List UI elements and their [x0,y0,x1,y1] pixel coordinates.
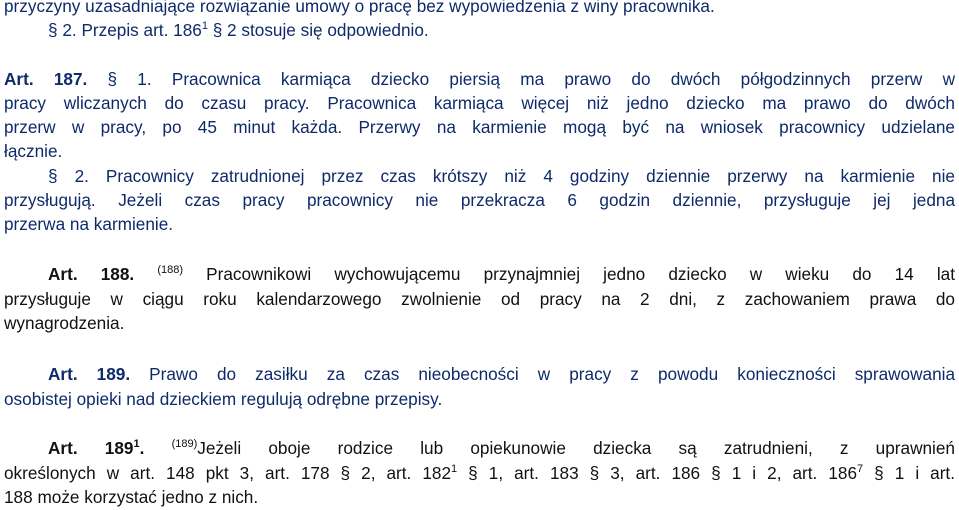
article-label: Art. 189 [48,438,134,458]
text-line: wynagrodzenia. [4,313,125,333]
article-label: Art. 189. [48,364,131,384]
article-188-heading-line: Art. 188. $^{(188)}$ Pracownikowi wychowującemu przynajmniej jedno dziecko w wieku do 14 lat [48,264,956,284]
footnote-ref: (188) [157,264,184,276]
footnote-ref: (189) [171,438,198,450]
article-189-heading-line: Art. 189. Prawo do zasiłku za czas nieobecności w pracy z powodu konieczności sprawowania [48,364,956,384]
text-line: przerwa na karmienie. [4,214,174,234]
article-label: Art. 188. [48,264,135,284]
text-line: łącznie. [4,141,63,161]
text-line: przysługują. Jeżeli czas pracy pracownicy nie przekracza 6 godzin dziennie, przysługuje jej jedna [4,190,955,210]
text-line: przysługuje w ciągu roku kalendarzowego zwolnienie od pracy na 2 dni, z zachowaniem prawa do [4,289,955,309]
text-line: określonych w art. 148 pkt 3, art. 178 § 2, art. $182^1$ § 1, art. 183 § 3, art. 186 § 1 i 2, art. $186^7$ § 1 i art. [4,463,955,483]
text-line: pracy wliczanych do czasu pracy. Pracownica karmiąca więcej niż jedno dziecko ma prawo do dwóch [4,93,955,113]
text-line: 188 może korzystać jedno z nich. [4,487,259,507]
article-label: Art. 187. [4,69,88,89]
paragraph-2-line: § 2. Przepis art. $186^1$ § 2 stosuje się odpowiednio. [48,20,429,40]
text-line: osobistej opieki nad dzieckiem regulują odrębne przepisy. [4,389,443,409]
article-187-heading-line: Art. 187. § 1. Pracownica karmiąca dziecko piersią ma prawo do dwóch półgodzinnych przerw w [4,69,955,89]
text-line: przyczyny uzasadniające rozwiązanie umowy o pracę bez wypowiedzenia z winy pracownika. [4,0,715,16]
article-189-1-heading-line: Art. $189^1$. $^{(189)}$Jeżeli oboje rodzice lub opiekunowie dziecka są zatrudnieni, z uprawnień [48,438,955,458]
text-line: przerw w pracy, po 45 minut każda. Przerwy na karmienie mogą być na wniosek pracownicy udzielane [4,117,955,137]
paragraph-2-line: § 2. Pracownicy zatrudnionej przez czas krótszy niż 4 godziny dziennie przerwy na karmienie nie [48,166,955,186]
